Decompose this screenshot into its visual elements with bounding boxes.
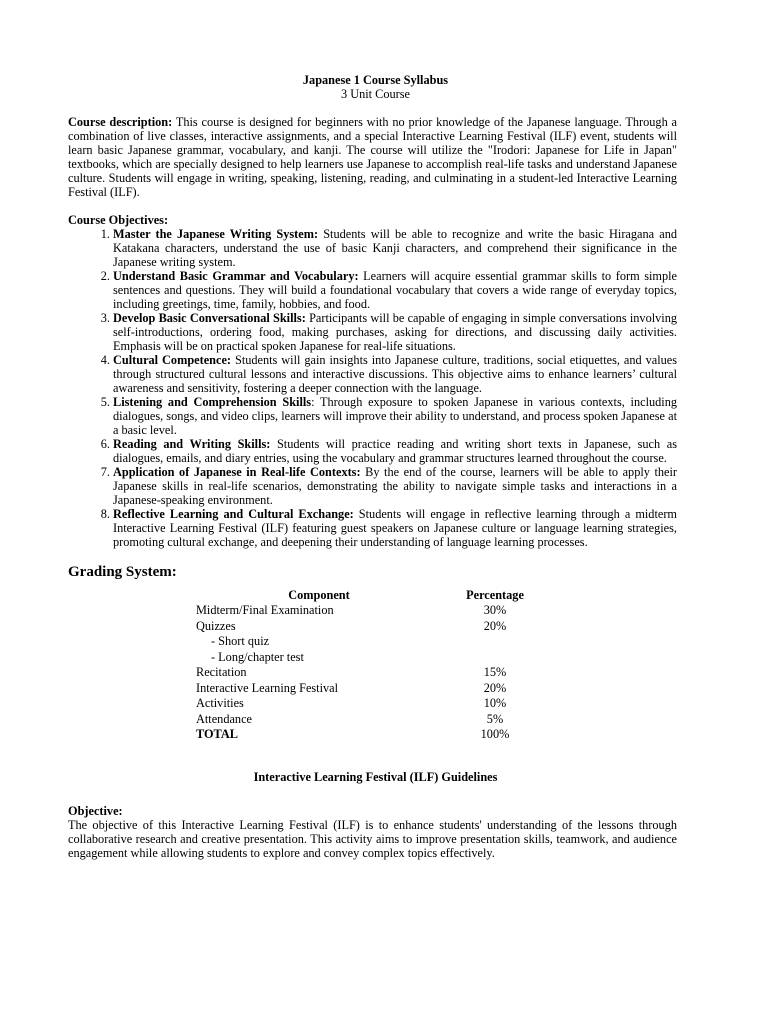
percentage-cell bbox=[442, 649, 548, 665]
table-row bbox=[196, 711, 548, 727]
table-row bbox=[196, 649, 548, 665]
grading-table bbox=[196, 587, 548, 742]
component-header: Component bbox=[288, 587, 350, 602]
objective-item bbox=[113, 353, 677, 395]
objective-item bbox=[113, 395, 677, 437]
table-row bbox=[196, 680, 548, 696]
objective-text: By the end of the course, learners will be able to apply their Japanese skills in real-life scenarios, demonstrating the ability to navigate simple tasks and interactions in a Japanese-speaking environment. bbox=[113, 465, 678, 507]
component-cell: Attendance bbox=[196, 711, 252, 726]
objective-item bbox=[113, 507, 677, 549]
percentage-cell: 30% bbox=[483, 603, 507, 618]
grading-heading: Grading System: bbox=[68, 564, 177, 580]
page-title: Japanese 1 Course Syllabus bbox=[302, 73, 449, 87]
total-row bbox=[196, 727, 548, 743]
objective-title: Cultural Competence: bbox=[113, 353, 232, 367]
percentage-cell: 15% bbox=[483, 665, 507, 680]
page-subtitle: 3 Unit Course bbox=[341, 87, 410, 101]
component-cell: Interactive Learning Festival bbox=[196, 680, 339, 695]
objective-text: Students will practice reading and writing short texts in Japanese, such as dialogues, emails, and diary entries, using the vocabulary and grammar structures learned throughout the course. bbox=[113, 437, 677, 465]
component-cell: - Short quiz bbox=[211, 634, 270, 649]
table-row bbox=[196, 618, 548, 634]
component-cell: Activities bbox=[196, 696, 244, 711]
component-cell: - Long/chapter test bbox=[211, 649, 304, 664]
table-row bbox=[196, 603, 548, 619]
objective-title: Application of Japanese in Real-life Contexts: bbox=[113, 465, 361, 479]
percentage-cell: 20% bbox=[483, 680, 507, 695]
objective-title: Reflective Learning and Cultural Exchange: bbox=[113, 507, 354, 521]
percentage-header: Percentage bbox=[466, 587, 524, 602]
percentage-cell: 20% bbox=[483, 618, 507, 633]
objective-text: : Through exposure to spoken Japanese in various contexts, including dialogues, songs, and video clips, learners will improve their ability to understand, and process spoken Japanese at a basic level. bbox=[113, 395, 677, 437]
objective-text: Students will engage in reflective learning through a midterm Interactive Learning Festival (ILF) featuring guest speakers on Japanese culture or language learning strategies, promoting cultural exchange, and deepening their understanding of language learning processes. bbox=[113, 507, 677, 549]
objective-item bbox=[113, 437, 677, 465]
objective-title: Reading and Writing Skills: bbox=[113, 437, 271, 451]
total-value: 100% bbox=[480, 727, 510, 742]
objective-text: Learners will acquire essential grammar skills to form simple sentences and questions. They will build a foundational vocabulary that covers a wide range of everyday topics, including greetings, time, family, hobbies, and food. bbox=[113, 269, 677, 311]
objective-title: Master the Japanese Writing System: bbox=[113, 227, 319, 241]
percentage-cell bbox=[442, 634, 548, 650]
objective-text: Students will gain insights into Japanese culture, traditions, social etiquettes, and values through structured cultural lessons and interactive discussions. This objective aims to enhance learners’ cultural awareness and sensitivity, fostering a deeper connection with the language. bbox=[113, 353, 678, 395]
objective-title: Listening and Comprehension Skills bbox=[113, 395, 312, 409]
ilf-objective-text: The objective of this Interactive Learning Festival (ILF) is to enhance students' understanding of the lessons through collaborative research and creative presentation. This activity aims to improve presentation skills, teamwork, and audience engagement while allowing students to explore and convey complex topics effectively. bbox=[68, 818, 677, 860]
course-description-text: This course is designed for beginners with no prior knowledge of the Japanese language. Through a combination of live classes, interactive assignments, and a special Interactive Learning Festival (ILF) event, students will learn basic Japanese grammar, vocabulary, and kanji. The course will utilize the "Irodori: Japanese for Life in Japan" textbooks, which are specially designed to help learners use Japanese to accomplish real-life tasks and understand Japanese culture. Students will engage in writing, speaking, listening, reading, and culminating in a student-led Interactive Learning Festival (ILF). bbox=[68, 115, 677, 199]
title-block bbox=[74, 73, 677, 101]
percentage-cell: 10% bbox=[483, 696, 507, 711]
objective-item bbox=[113, 227, 677, 269]
component-cell: Midterm/Final Examination bbox=[196, 603, 334, 618]
objective-item bbox=[113, 465, 677, 507]
table-row bbox=[196, 665, 548, 681]
course-description bbox=[68, 115, 677, 199]
component-cell: Recitation bbox=[196, 665, 247, 680]
table-row bbox=[196, 634, 548, 650]
percentage-cell: 5% bbox=[486, 711, 504, 726]
component-cell: Quizzes bbox=[196, 618, 236, 633]
objectives-list bbox=[68, 227, 677, 549]
objective-text: Students will be able to recognize and write the basic Hiragana and Katakana characters, understand the use of basic Kanji characters, and comprehend their significance in the Japanese writing system. bbox=[113, 227, 677, 269]
ilf-guidelines-title: Interactive Learning Festival (ILF) Guidelines bbox=[253, 770, 498, 784]
objective-text: Participants will be capable of engaging in simple conversations involving self-introductions, ordering food, making purchases, asking for directions, and discussing daily activities. Emphasis will be on practical spoken Japanese for real-life situations. bbox=[113, 311, 677, 353]
ilf-objective-heading: Objective: bbox=[68, 804, 123, 818]
table-header-row bbox=[196, 587, 548, 603]
objective-title: Develop Basic Conversational Skills: bbox=[113, 311, 306, 325]
objective-title: Understand Basic Grammar and Vocabulary: bbox=[113, 269, 359, 283]
objective-item bbox=[113, 269, 677, 311]
total-label: TOTAL bbox=[196, 727, 238, 742]
course-description-label: Course description: bbox=[68, 115, 173, 129]
objectives-heading: Course Objectives: bbox=[68, 213, 169, 227]
table-row bbox=[196, 696, 548, 712]
objective-item bbox=[113, 311, 677, 353]
